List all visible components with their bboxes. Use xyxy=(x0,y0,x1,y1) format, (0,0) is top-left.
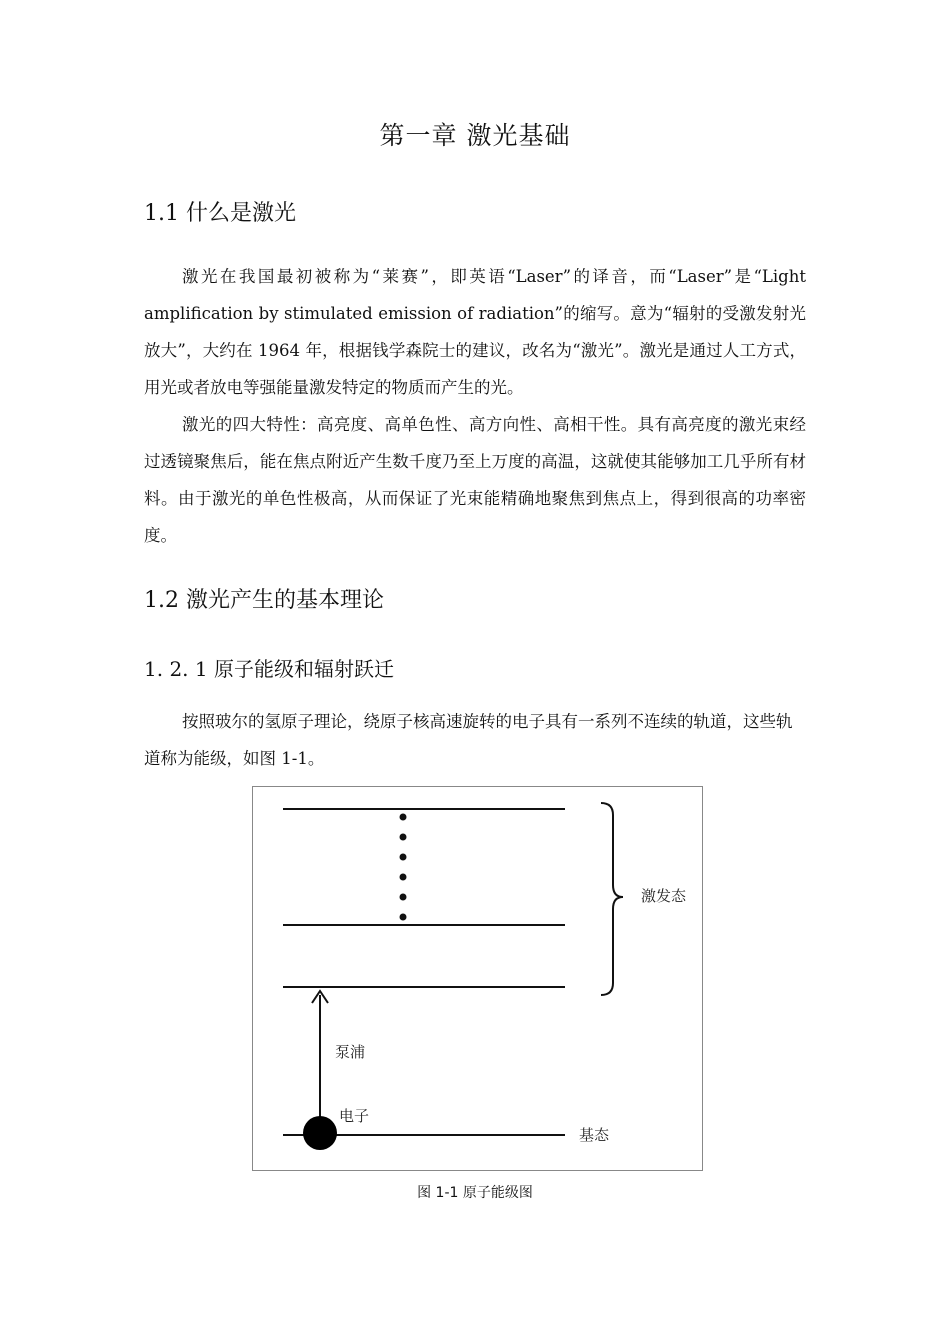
chapter-title: 第一章 激光基础 xyxy=(379,121,571,150)
electron-label: 电子 xyxy=(339,1107,370,1125)
level-dot xyxy=(400,874,407,881)
excited-state-brace xyxy=(601,803,623,995)
level-dot xyxy=(400,894,407,901)
level-dot xyxy=(400,854,407,861)
level-dot xyxy=(400,834,407,841)
figure-caption: 图 1-1 原子能级图 xyxy=(417,1185,533,1201)
section-1-2-1-paragraph: 按照玻尔的氢原子理论，绕原子核高速旋转的电子具有一系列不连续的轨道，这些轨道称为能级，如图 1-1。 xyxy=(144,712,793,768)
section-1-2-1-heading: 1. 2. 1 原子能级和辐射跃迁 xyxy=(144,657,394,681)
section-1-1-paragraph-2: 激光的四大特性：高亮度、高单色性、高方向性、高相干性。具有高亮度的激光束经过透镜聚焦后，能在焦点附近产生数千度乃至上万度的高温，这就使其能够加工几乎所有材料。由于激光的单色性极高，从而保证了光束能精确地聚焦到焦点上，得到很高的功率密度。 xyxy=(144,415,806,545)
section-1-2-heading: 1.2 激光产生的基本理论 xyxy=(144,588,384,613)
excited-state-label: 激发态 xyxy=(641,887,687,905)
level-dot xyxy=(400,914,407,921)
ground-state-label: 基态 xyxy=(579,1126,610,1144)
pump-label: 泵浦 xyxy=(335,1043,366,1061)
energy-level-diagram xyxy=(253,787,702,1170)
electron-circle xyxy=(303,1116,337,1150)
level-dot xyxy=(400,814,407,821)
section-1-1-paragraph-1: 激光在我国最初被称为“莱赛”，即英语“Laser”的译音，而“Laser”是“Light amplification by stimulated emission of radiation”的缩写。意为“辐射的受激发射光放大”，大约在 1964 年，根据钱学森院士的建议，改名为“激光”。激光是通过人工方式，用光或者放电等强能量激发特定的物质而产生的光。 xyxy=(144,267,806,397)
section-1-1-heading: 1.1 什么是激光 xyxy=(144,201,296,226)
energy-level-figure xyxy=(252,786,703,1171)
